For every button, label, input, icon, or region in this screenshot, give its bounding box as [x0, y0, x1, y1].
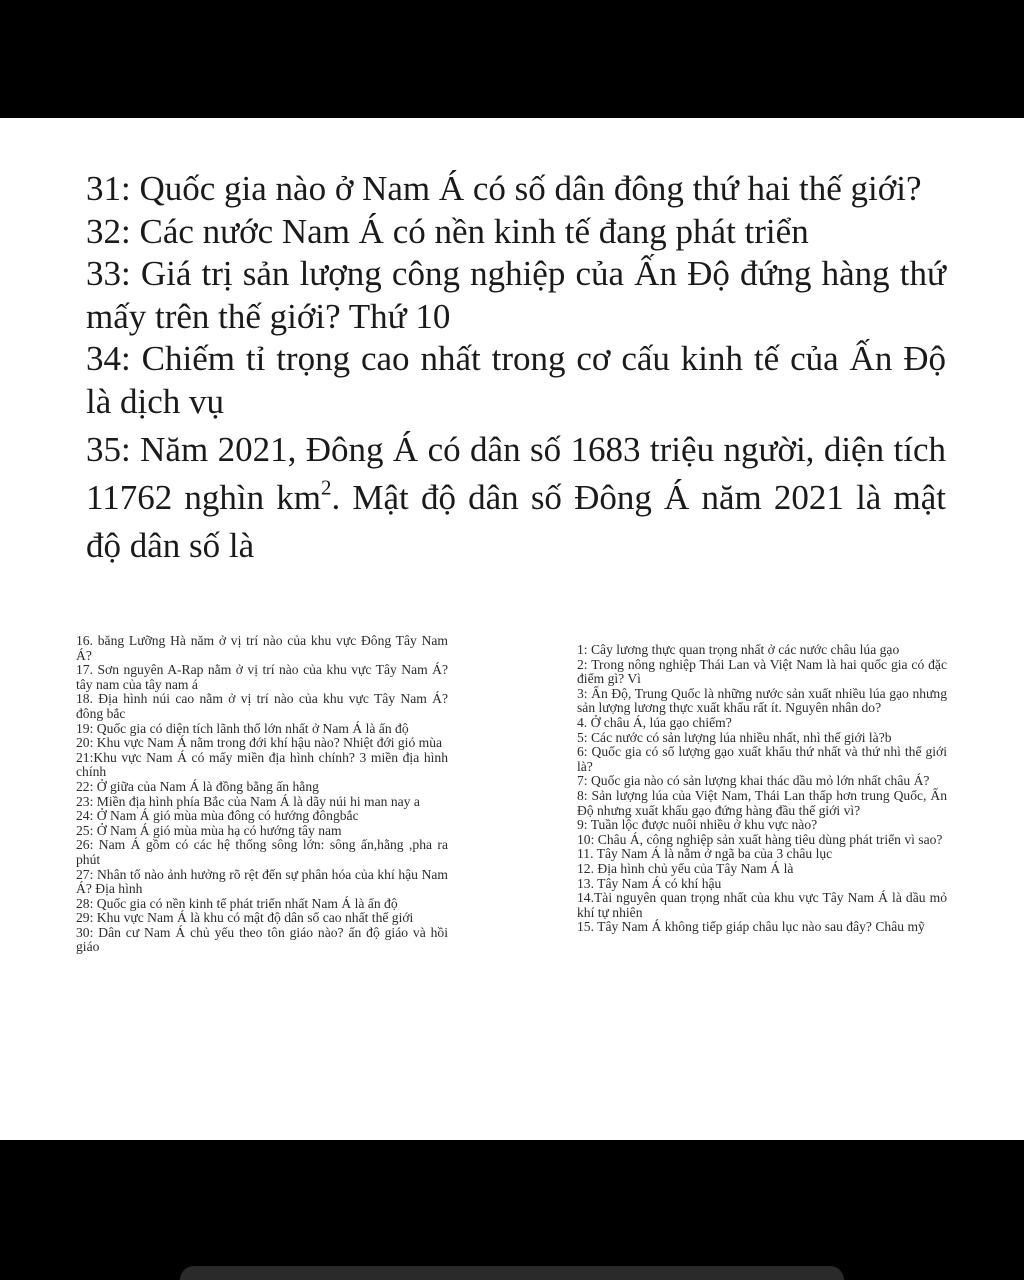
question-35-superscript: 2	[320, 474, 332, 499]
question-27: 27: Nhân tố nào ảnh hưởng rõ rệt đến sự phân hóa của khí hậu Nam Á? Địa hình	[76, 866, 448, 897]
question-21: 21:Khu vực Nam Á có mấy miền địa hình chính? 3 miền địa hình chính	[76, 749, 448, 780]
question-34: 34: Chiếm tỉ trọng cao nhất trong cơ cấu kinh tế của Ấn Độ là dịch vụ	[86, 339, 946, 421]
question-12: 12. Địa hình chủ yếu của Tây Nam Á là	[577, 860, 794, 876]
question-15: 15. Tây Nam Á không tiếp giáp châu lục nào sau đây? Châu mỹ	[577, 919, 925, 935]
question-31: 31: Quốc gia nào ở Nam Á có số dân đông thứ hai thế giới?	[86, 169, 922, 208]
question-20: 20: Khu vực Nam Á nằm trong đới khí hậu nào? Nhiệt đới gió mùa	[76, 735, 443, 751]
question-26: 26: Nam Á gồm có các hệ thống sông lớn: sông ấn,hằng ,pha ra phút	[76, 837, 448, 867]
question-4: 4. Ở châu Á, lúa gạo chiếm?	[577, 714, 732, 730]
question-24: 24: Ở Nam Á gió mùa mùa đông có hướng đôngbắc	[76, 808, 359, 824]
question-7: 7: Quốc gia nào có sản lượng khai thác dầu mỏ lớn nhất châu Á?	[577, 773, 930, 789]
question-35-part1: 35: Năm 2021, Đông Á có dân số 1683 triệu người, diện tích 11762 nghìn km	[86, 429, 946, 517]
question-32: 32: Các nước Nam Á có nền kinh tế đang phát triển	[86, 211, 809, 251]
top-black-bar	[0, 0, 1024, 118]
question-35	[86, 426, 946, 570]
question-2: 2: Trong nông nghiệp Thái Lan và Việt Nam là hai quốc gia có đặc điểm gì? Vì	[577, 656, 947, 687]
question-1: 1: Cây lương thực quan trọng nhất ở các nước châu lúa gạo	[577, 642, 900, 657]
question-19: 19: Quốc gia có diện tích lãnh thổ lớn nhất ở Nam Á là ấn độ	[76, 720, 409, 736]
right-column-questions	[577, 643, 947, 935]
question-33: 33: Giá trị sản lượng công nghiệp của Ấn Độ đứng hàng thứ mấy trên thế giới? Thứ 10	[86, 254, 946, 336]
left-column-questions	[76, 634, 448, 955]
question-35-part2: . Mật độ dân số Đông Á năm 2021 là mật độ dân số là	[86, 477, 946, 565]
home-indicator-bar[interactable]	[180, 1266, 844, 1280]
question-23: 23: Miền địa hình phía Bắc của Nam Á là dãy núi hi man nay a	[76, 793, 420, 809]
question-11: 11. Tây Nam Á là nằm ở ngã ba của 3 châu lục	[577, 846, 833, 862]
bottom-black-bar	[0, 1140, 1024, 1280]
question-13: 13. Tây Nam Á có khí hậu	[577, 875, 722, 891]
question-6: 6: Quốc gia có số lượng gạo xuất khẩu thứ nhất và thứ nhì thế giới là?	[577, 744, 947, 774]
question-14: 14.Tài nguyên quan trọng nhất của khu vực Tây Nam Á là dầu mỏ khí tự nhiên	[577, 890, 947, 920]
question-5: 5: Các nước có sản lượng lúa nhiều nhất, nhì thế giới là?b	[577, 729, 892, 745]
photo-page	[0, 118, 1024, 1140]
question-17: 17. Sơn nguyên A-Rap nằm ở vị trí nào của khu vực Tây Nam Á? tây nam của tây nam á	[76, 662, 448, 692]
question-28: 28: Quốc gia có nền kinh tế phát triển nhất Nam Á là ấn độ	[76, 895, 398, 911]
question-3: 3: Ấn Độ, Trung Quốc là những nước sản xuất nhiều lúa gạo nhưng sản lượng lương thực xuất khẩu rất ít. Nguyên nhân do?	[577, 685, 947, 716]
question-16: 16. băng Lưỡng Hà năm ở vị trí nào của khu vực Đông Tây Nam Á?	[76, 633, 448, 663]
question-30: 30: Dân cư Nam Á chủ yếu theo tôn giáo nào? ấn độ giáo và hồi giáo	[76, 924, 448, 955]
question-8: 8: Sản lượng lúa của Việt Nam, Thái Lan thấp hơn trung Quốc, Ấn Độ nhưng xuất khẩu gạo đứng hàng đầu thế giới vì?	[577, 787, 947, 818]
question-9: 9: Tuần lộc được nuôi nhiều ở khu vực nào?	[577, 817, 818, 833]
upper-questions	[86, 168, 946, 570]
question-18: 18. Địa hình núi cao nằm ở vị trí nào của khu vực Tây Nam Á? đông bắc	[76, 691, 448, 721]
question-10: 10: Châu Á, công nghiệp sản xuất hàng tiêu dùng phát triển vì sao?	[577, 831, 943, 847]
question-25: 25: Ở Nam Á gió mùa mùa hạ có hướng tây nam	[76, 822, 342, 838]
question-22: 22: Ở giữa của Nam Á là đồng bằng ấn hằng	[76, 778, 319, 794]
question-29: 29: Khu vực Nam Á là khu có mật độ dân số cao nhất thế giới	[76, 910, 414, 926]
